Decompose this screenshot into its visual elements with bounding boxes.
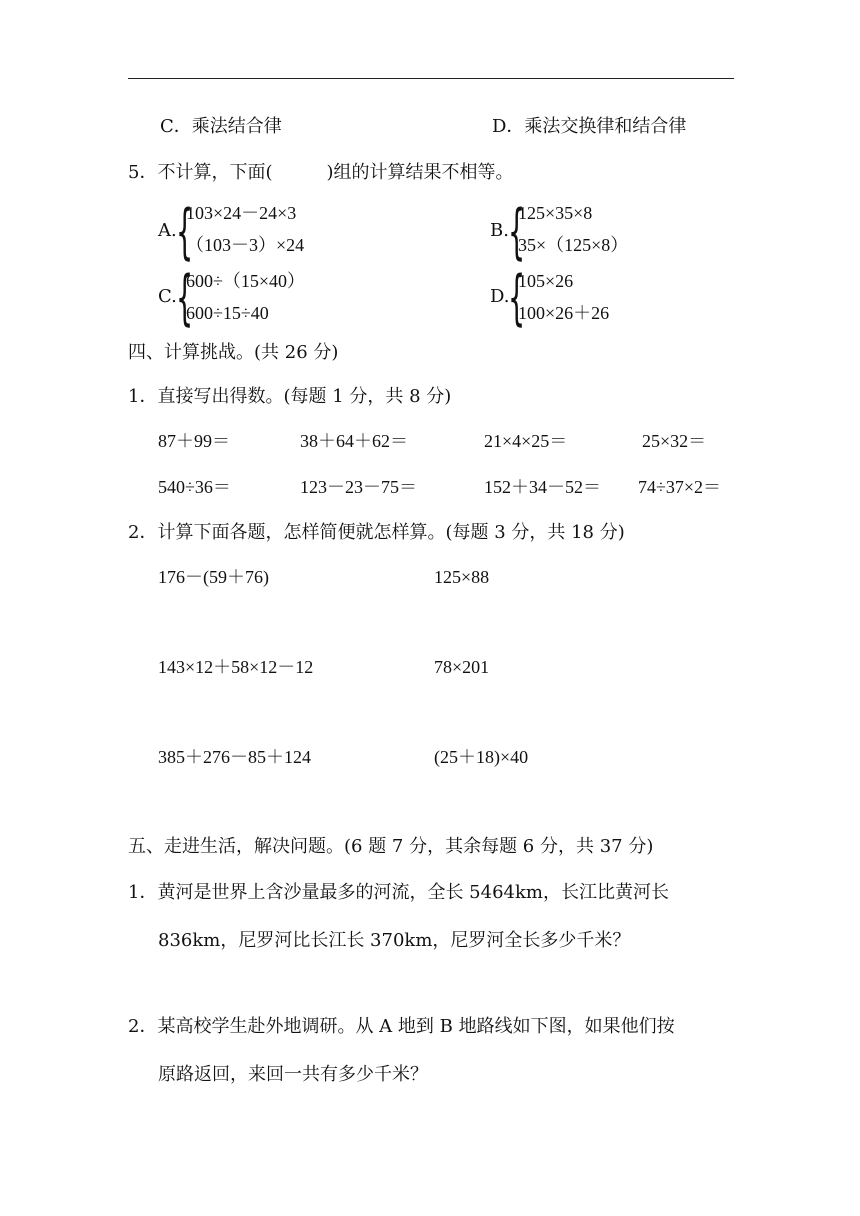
calc-item: (25＋18)×40 xyxy=(434,747,529,767)
option-label: C. xyxy=(158,286,177,307)
option-line2: （103－3）×24 xyxy=(186,235,305,255)
option-line2: 100×26＋26 xyxy=(518,303,610,323)
choice-d: D．乘法交换律和结合律 xyxy=(492,116,687,137)
section5-title: 五、走进生活，解决问题。(6 题 7 分，其余每题 6 分，共 37 分) xyxy=(128,836,654,857)
option-label: A. xyxy=(158,220,177,241)
header-rule xyxy=(128,78,734,79)
section5-q2-line2: 原路返回，来回一共有多少千米？ xyxy=(158,1064,428,1085)
section5-q2-line1: 2．某高校学生赴外地调研。从 A 地到 B 地路线如下图，如果他们按 xyxy=(128,1016,675,1037)
option-line2: 600÷15÷40 xyxy=(186,303,269,323)
oral-calc-item: 25×32＝ xyxy=(642,431,707,451)
oral-calc-item: 74÷37×2＝ xyxy=(638,477,722,497)
q5-option-d xyxy=(490,263,790,333)
choice-c: C．乘法结合律 xyxy=(160,116,282,137)
brace-icon: { xyxy=(508,197,526,267)
oral-calc-item: 21×4×25＝ xyxy=(484,431,568,451)
calc-item: 78×201 xyxy=(434,657,490,677)
brace-icon: { xyxy=(508,263,526,333)
calc-item: 143×12＋58×12－12 xyxy=(158,657,314,677)
option-label: D. xyxy=(490,286,510,307)
section5-q1-line1: 1．黄河是世界上含沙量最多的河流，全长 5464km，长江比黄河长 xyxy=(128,882,669,903)
calc-item: 125×88 xyxy=(434,567,490,587)
oral-calc-item: 87＋99＝ xyxy=(158,431,230,451)
oral-calc-item: 123－23－75＝ xyxy=(300,477,417,497)
q5-option-c xyxy=(158,263,458,333)
oral-calc-item: 540÷36＝ xyxy=(158,477,231,497)
q5-option-b xyxy=(490,197,790,267)
brace-icon: { xyxy=(176,197,194,267)
option-line1: 105×26 xyxy=(518,271,574,291)
brace-icon: { xyxy=(176,263,194,333)
option-line1: 125×35×8 xyxy=(518,203,593,223)
q5-option-a xyxy=(158,197,458,267)
oral-calc-item: 38＋64＋62＝ xyxy=(300,431,408,451)
section5-q1-line2: 836km，尼罗河比长江长 370km，尼罗河全长多少千米？ xyxy=(158,930,631,951)
section4-q1-stem: 1．直接写出得数。(每题 1 分，共 8 分) xyxy=(128,386,452,407)
section4-q2-stem: 2．计算下面各题，怎样简便就怎样算。(每题 3 分，共 18 分) xyxy=(128,522,625,543)
calc-item: 176－(59＋76) xyxy=(158,567,269,587)
q5-stem: 5．不计算，下面( )组的计算结果不相等。 xyxy=(128,162,514,183)
oral-calc-item: 152＋34－52＝ xyxy=(484,477,601,497)
section4-title: 四、计算挑战。(共 26 分) xyxy=(128,342,339,363)
option-line2: 35×（125×8） xyxy=(518,235,629,255)
option-line1: 600÷（15×40） xyxy=(186,271,306,291)
calc-item: 385＋276－85＋124 xyxy=(158,747,311,767)
option-label: B. xyxy=(490,220,509,241)
option-line1: 103×24－24×3 xyxy=(186,203,297,223)
